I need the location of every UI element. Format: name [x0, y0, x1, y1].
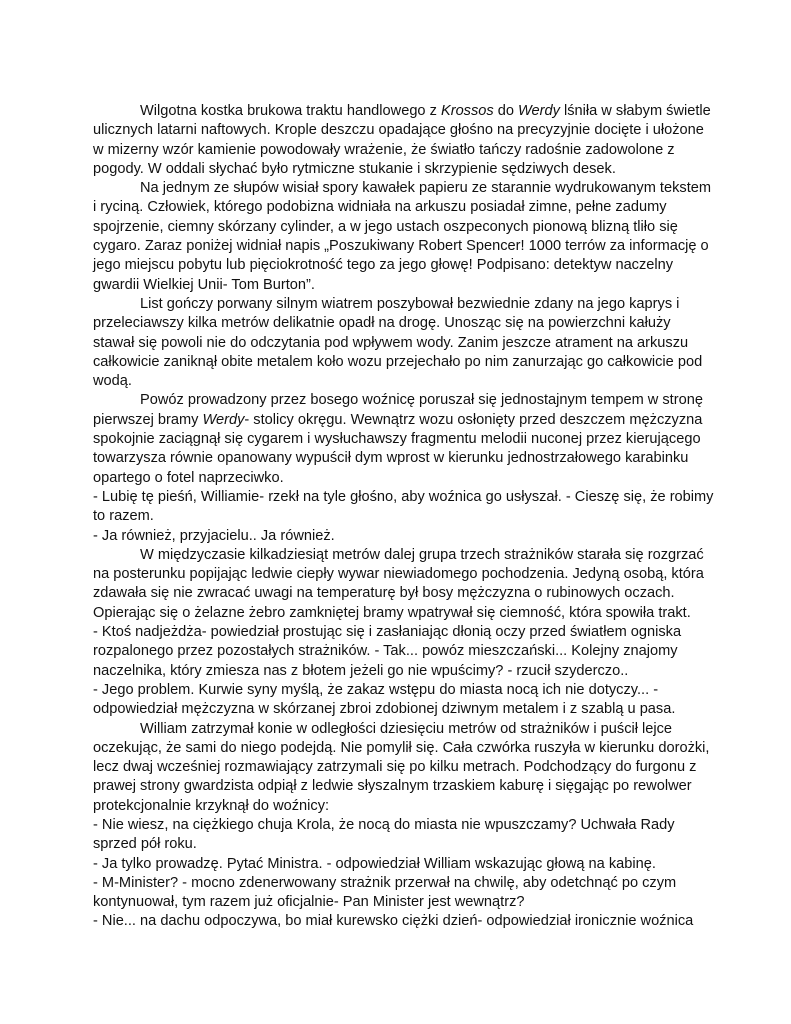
paragraph — [93, 179, 715, 295]
paragraph — [93, 855, 715, 874]
italic-text: Krossos — [440, 103, 494, 119]
paragraph-text: - Ja również, przyjacielu.. Ja również. — [93, 527, 335, 544]
paragraph-text: - M-Minister? - mocno zdenerwowany strażnik przerwał na chwilę, aby odetchnąć po czym kontynuował, tym razem już oficjalnie- Pan Minister jest wewnątrz? — [93, 874, 677, 911]
paragraph-text: Na jednym ze słupów wisiał spory kawałek papieru ze starannie wydrukowanym tekstem i ryciną. Człowiek, którego podobizna widniała na arkuszu posiadał zimne, pełne zadumy spojrzenie, ciemny skórzany cylinder, a w jego ustach oszpeconych pionową blizną tliło się cygaro. Zaraz poniżej widniał napis „Poszukiwany Robert Spencer! 1000 terrów za informację o jego miejscu pobytu lub pięciokrotność tego za jego głowę! Podpisano: detektyw naczelny gwardii Wielkiej Unii- Tom Burton”. — [93, 180, 712, 293]
italic-text: Werdy — [518, 103, 560, 119]
paragraph — [93, 816, 715, 855]
paragraph — [93, 681, 715, 720]
document-body — [93, 102, 715, 932]
paragraph — [93, 546, 715, 623]
paragraph-text: - Ktoś nadjeżdża- powiedział prostując się i zasłaniając dłonią oczy przed światłem ogniska rozpalonego przez pozostałych strażników. - Tak... powóz mieszczański... Kolejny znajomy naczelnika, który zmiesza nas z błotem jeżeli go nie wpuścimy? - rzucił szyderczo.. — [93, 624, 682, 679]
paragraph-text: - Nie... na dachu odpoczywa, bo miał kurewsko ciężki dzień- odpowiedział ironicznie woźnica — [93, 913, 694, 930]
paragraph-text: - Ja tylko prowadzę. Pytać Ministra. - odpowiedział William wskazując głową na kabinę. — [93, 855, 656, 872]
italic-text: Werdy — [202, 411, 245, 428]
paragraph — [93, 391, 715, 487]
paragraph-text: Powóz prowadzony przez bosego woźnicę poruszał się jednostajnym tempem w stronę pierwszej bramy — [93, 392, 703, 428]
paragraph-text: - stolicy okręgu. Wewnątrz wozu osłonięty przed deszczem mężczyzna spokojnie zaciągnął się cygarem i wysłuchawszy fragmentu melodii nuconej przez kierującego towarzysza równie opanowany wypuścił dym wprost w kierunku jednostrzałowego karabinku opartego o fotel naprzeciwko. — [93, 411, 703, 486]
paragraph-text: W międzyczasie kilkadziesiąt metrów dalej grupa trzech strażników starała się rozgrzać na posterunku popijając ledwie ciepły wywar niewiadomego pochodzenia. Jedyną osobą, która zdawała się nie zwracać uwagi na temperaturę był bosy mężczyzna o rubinowych oczach. Opierając się o żelazne żebro zamkniętej bramy wpatrywał się ciemność, która spowiła trakt. — [93, 546, 704, 621]
paragraph-text: - Jego problem. Kurwie syny myślą, że zakaz wstępu do miasta nocą ich nie dotyczy... - odpowiedział mężczyzna w skórzanej zbroi zdobionej dziwnym metalem i z szablą u pasa. — [93, 681, 676, 718]
paragraph — [93, 527, 715, 546]
paragraph — [93, 912, 715, 931]
paragraph-text: lśniła w słabym świetle ulicznych latarni naftowych. Krople deszczu opadające głośno na precyzyjnie docięte i ułożone w mizerny wzór kamienie powodowały wrażenie, że światło tańczy radośnie zadowolone z pogody. W oddali słychać było rytmiczne stukanie i skrzypienie sędziwych desek. — [93, 103, 711, 177]
paragraph — [93, 720, 715, 816]
paragraph-text: - Lubię tę pieśń, Williamie- rzekł na tyle głośno, aby woźnica go usłyszał. - Cieszę się, że robimy to razem. — [93, 488, 714, 525]
paragraph-text: William zatrzymał konie w odległości dziesięciu metrów od strażników i puścił lejce oczekując, że sami do niego podejdą. Nie pomylił się. Cała czwórka ruszyła w kierunku dorożki, lecz dwaj wcześniej rozmawiający zatrzymali się po kilku metrach. Podchodzący do furgonu z prawej strony gwardzista odpiął z ledwie słyszalnym trzaskiem kaburę i sięgając po rewolwer protekcjonalnie krzyknął do woźnicy: — [93, 720, 710, 814]
paragraph — [93, 102, 715, 179]
paragraph — [93, 623, 715, 681]
paragraph-text: Wilgotna kostka brukowa traktu handlowego z — [140, 103, 441, 119]
paragraph — [93, 874, 715, 913]
paragraph-text: List gończy porwany silnym wiatrem poszybował bezwiednie zdany na jego kaprys i przeleciawszy kilka metrów delikatnie opadł na drogę. Unosząc się na powierzchni kałuży stawał się powoli nie do odczytania pod wpływem wody. Zanim jeszcze atrament na arkuszu całkowicie zaniknął obite metalem koło wozu przejechało po nim zanurzając go całkowicie pod wodą. — [93, 295, 703, 390]
paragraph-text: - Nie wiesz, na ciężkiego chuja Krola, że nocą do miasta nie wpuszczamy? Uchwała Rady sprzed pół roku. — [93, 816, 675, 853]
paragraph-text: do — [493, 103, 519, 119]
paragraph — [93, 295, 715, 391]
paragraph — [93, 488, 715, 527]
